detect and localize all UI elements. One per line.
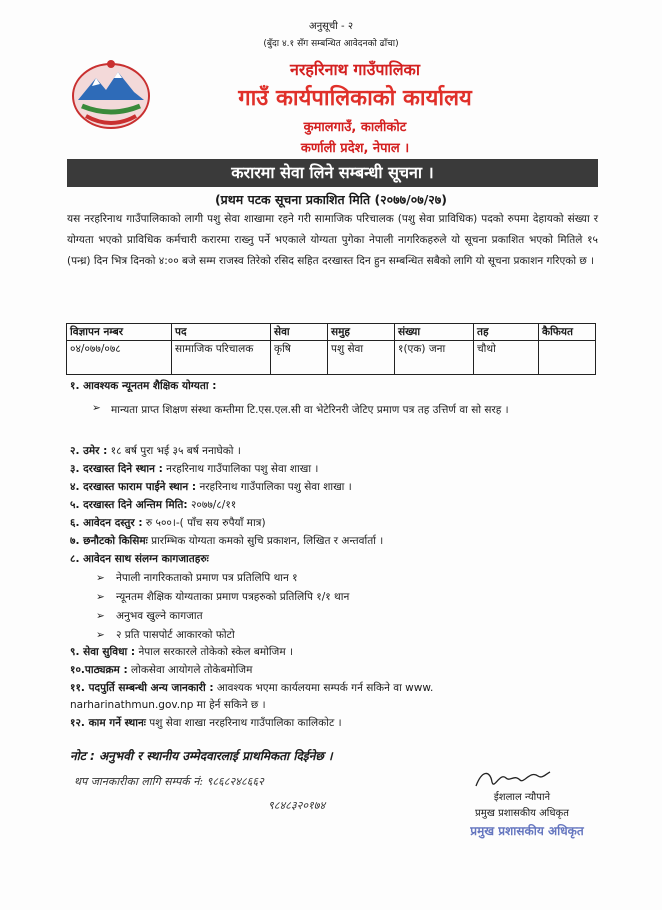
cell-post: सामाजिक परिचालक xyxy=(172,341,271,375)
section-3-label: ३. दरखास्त दिने स्थान : xyxy=(70,463,163,475)
official-stamp: प्रमुख प्रशासकीय अधिकृत xyxy=(470,824,584,838)
section-4-value: नरहरिनाथ गाउँपालिका पशु सेवा शाखा । xyxy=(199,481,352,493)
section-6 xyxy=(70,515,598,532)
publish-date-line: (प्रथम पटक सूचना प्रकाशित मिति (२०७७/०७/२७) xyxy=(214,192,448,207)
cell-group: पशु सेवा xyxy=(328,341,395,375)
section-11-value: आवश्यक भएमा कार्यलयमा सम्पर्क गर्न सकिने वा www. xyxy=(216,682,434,694)
list-item: अनुभव खुल्ने कागजात xyxy=(116,610,203,622)
table-row xyxy=(67,341,596,375)
list-item: न्यूनतम शैक्षिक योग्यताका प्रमाण पत्रहरुको प्रतिलिपि १/१ थान xyxy=(116,591,350,603)
handwritten-contact: थप जानकारीका लागि सम्पर्क नं: ९८६८२४८६६२ xyxy=(74,775,264,788)
section-7-label: ७. छनौटको किसिमः xyxy=(70,535,148,547)
section-1-label: १. आवश्यक न्यूनतम शैक्षिक योग्यता : xyxy=(70,380,217,392)
col-group: समुह xyxy=(328,324,395,341)
col-count: संख्या xyxy=(395,324,474,341)
table-header-row xyxy=(67,324,596,341)
col-remarks: कैफियत xyxy=(539,324,596,341)
col-ad-number: विज्ञापन नम्बर xyxy=(67,324,172,341)
office-location: कुमालगाउँ, कालीकोट xyxy=(303,120,407,135)
section-10-label: १०.पाठ्यक्रम : xyxy=(70,664,128,676)
arrow-bullet-icon: ➢ xyxy=(96,629,105,641)
section-10 xyxy=(70,662,598,679)
section-11-label: ११. पदपुर्ति सम्बन्धी अन्य जानकारी : xyxy=(70,682,214,694)
section-11 xyxy=(70,680,598,697)
cell-service: कृषि xyxy=(271,341,328,375)
annex-label: अनुसूची - २ xyxy=(308,21,354,32)
section-1 xyxy=(70,378,598,395)
section-12-value: पशु सेवा शाखा नरहरिनाथ गाउँपालिका कालिकोट । xyxy=(149,717,342,729)
section-4 xyxy=(70,479,598,496)
section-10-value: लोकसेवा आयोगले तोकेबमोजिम xyxy=(131,664,253,676)
section-2-value: १८ बर्ष पुरा भई ३५ बर्ष ननाघेको । xyxy=(110,445,241,457)
col-post: पद xyxy=(172,324,271,341)
section-1-item: मान्यता प्राप्त शिक्षण संस्था कम्तीमा टि.एस.एल.सी वा भेटेरिनरी जेटिए प्रमाण पत्र तह उत्तिर्ण वा सो सरह । xyxy=(111,404,509,416)
cell-level: चौथो xyxy=(474,341,539,375)
nepal-emblem-icon xyxy=(68,56,154,132)
annex-sub-label: (बुँदा ४.१ सँग सम्बन्धित आवेदनको ढाँचा) xyxy=(263,39,399,49)
section-6-value: रु ५००।-( पाँच सय रुपैयाँ मात्र) xyxy=(145,517,266,529)
section-9-value: नेपाल सरकारले तोकेको स्केल बमोजिम । xyxy=(138,646,293,658)
office-title: गाउँ कार्यपालिकाको कार्यालय xyxy=(238,86,472,111)
list-item: २ प्रति पासपोर्ट आकारको फोटो xyxy=(116,629,235,641)
section-5-value: २०७७/८/११ xyxy=(190,499,237,511)
col-level: तह xyxy=(474,324,539,341)
section-5-label: ५. दरखास्त दिने अन्तिम मिति: xyxy=(70,499,188,511)
cell-count: १(एक) जना xyxy=(395,341,474,375)
intro-paragraph: यस नरहरिनाथ गाउँपालिकाको लागी पशु सेवा शाखामा रहने गरी सामाजिक परिचालक (पशु सेवा प्राविधिक) पदको रुपमा देहायको संख्या र योग्यता भएको प्राविधिक कर्मचारी करारमा राख्नु पर्ने भएकाले योग्यता पुगेका नेपाली नागरिकहरुले यो सूचना प्रकाशित भएको मितिले १५ (पन्ध्र) दिन भित्र दिनको ४:०० बजे सम्म राजस्व तिरेको रसिद सहित दरखास्त दिन हुन सम्बन्धित सबैको लागि यो सूचना प्रकाशन गरिएको छ । xyxy=(67,213,598,267)
section-5 xyxy=(70,497,598,514)
vacancy-table xyxy=(66,323,596,375)
signatory-title: प्रमुख प्रशासकीय अधिकृत xyxy=(475,808,569,819)
office-province: कर्णाली प्रदेश, नेपाल । xyxy=(300,141,410,156)
signatory-name: ईशलाल न्यौपाने xyxy=(493,792,551,803)
priority-note: नोट : अनुभवी र स्थानीय उम्मेदवारलाई प्राथमिकता दिईनेछ । xyxy=(70,749,333,763)
cell-ad-number: ०४/०७७/०७८ xyxy=(67,341,172,375)
list-item: नेपाली नागरिकताको प्रमाण पत्र प्रतिलिपि थान १ xyxy=(116,572,298,584)
section-9 xyxy=(70,644,598,661)
arrow-bullet-icon: ➢ xyxy=(96,610,105,622)
section-7-value: प्रारम्भिक योग्यता कमको सुचि प्रकाशन, लिखित र अन्तर्वार्ता । xyxy=(151,535,384,547)
section-6-label: ६. आवेदन दस्तुर : xyxy=(70,517,143,529)
section-4-label: ४. दरखास्त फाराम पाईने स्थान : xyxy=(70,481,197,493)
office-name: नरहरिनाथ गाउँपालिका xyxy=(289,60,420,79)
arrow-bullet-icon: ➢ xyxy=(92,402,101,414)
section-3 xyxy=(70,461,598,478)
section-3-value: नरहरिनाथ गाउँपालिका पशु सेवा शाखा । xyxy=(166,463,319,475)
cell-remarks xyxy=(539,341,596,375)
arrow-bullet-icon: ➢ xyxy=(96,572,105,584)
section-2-label: २. उमेर : xyxy=(70,445,108,457)
section-8-label: ८. आवेदन साथ संलग्न कागजातहरुः xyxy=(70,553,209,565)
section-7 xyxy=(70,533,598,550)
arrow-bullet-icon: ➢ xyxy=(96,591,105,603)
handwritten-contact-2: ९८४८३२०१७४ xyxy=(268,799,326,812)
col-service: सेवा xyxy=(271,324,328,341)
section-12-label: १२. काम गर्ने स्थानः xyxy=(70,717,146,729)
notice-banner: करारमा सेवा लिने सम्बन्धी सूचना । xyxy=(67,159,598,187)
section-12 xyxy=(70,715,598,732)
section-11-continued: narharinathmun.gov.np मा हेर्न सकिने छ । xyxy=(70,699,266,711)
section-2 xyxy=(70,443,598,460)
section-9-label: ९. सेवा सुविधा : xyxy=(70,646,136,658)
section-8 xyxy=(70,551,598,568)
